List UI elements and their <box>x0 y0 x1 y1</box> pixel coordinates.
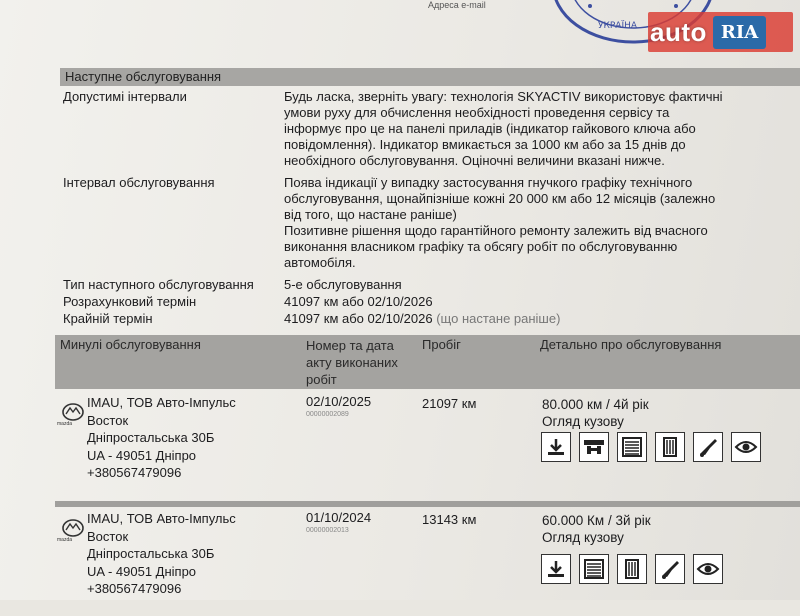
download-icon[interactable] <box>541 554 571 584</box>
dealer-line: Восток <box>87 412 129 428</box>
eye-icon[interactable] <box>693 554 723 584</box>
logo-text: mazda <box>57 421 73 427</box>
final-term-note: (що настане раніше) <box>436 311 561 326</box>
past-service-header <box>55 335 800 389</box>
col-mileage: Пробіг <box>422 337 461 352</box>
interval-line: автомобіля. <box>284 255 356 270</box>
dealer-line: Восток <box>87 528 129 544</box>
calc-term-value: 41097 км або 02/10/2026 <box>284 294 433 309</box>
next-type-label: Тип наступного обслуговування <box>63 277 254 292</box>
allowed-intervals-text <box>284 89 794 169</box>
interval-line: Поява індикації у випадку застосування гнучкого графіку технічного <box>284 175 693 190</box>
dealer-line: Дніпростальська 30Б <box>87 430 215 445</box>
watermark-ria: RIA <box>713 16 766 49</box>
final-term-value <box>284 311 794 327</box>
dealer-info <box>87 510 236 598</box>
oil-can-icon[interactable] <box>693 432 723 462</box>
details-line: Огляд кузову <box>542 414 624 429</box>
dealer-line: Дніпростальська 30Б <box>87 546 215 561</box>
service-icon-row <box>541 554 723 584</box>
service-entry <box>55 510 800 616</box>
act-number: 00000002089 <box>306 411 349 418</box>
stamp-text-bottom: УКРАЇНА <box>598 21 638 31</box>
logo-text: mazda <box>57 537 73 543</box>
dealer-line: UA - 49051 Дніпро <box>87 447 197 463</box>
autoria-watermark <box>650 12 790 52</box>
col-number-line: акту виконаних <box>306 355 398 370</box>
service-date: 02/10/2025 <box>306 394 372 409</box>
dealer-line: IMAU, ТОВ Авто-Імпульс <box>87 511 236 526</box>
interval-line: обслуговування, щонайпізніше кожні 20 000 км або 12 місяців (залежно <box>284 191 716 206</box>
mileage: 13143 км <box>422 512 477 527</box>
mileage: 21097 км <box>422 396 477 411</box>
service-entry <box>55 394 800 500</box>
filter-icon[interactable] <box>617 554 647 584</box>
download-icon[interactable] <box>541 432 571 462</box>
calc-term-label: Розрахунковий термін <box>63 294 197 309</box>
grille-icon[interactable] <box>617 432 647 462</box>
interval-line: від того, що настане раніше) <box>284 207 457 222</box>
details-line: 80.000 км / 4й рік <box>542 397 649 412</box>
oil-can-icon[interactable] <box>655 554 685 584</box>
service-details <box>542 512 651 546</box>
service-details <box>542 396 649 430</box>
dealer-info <box>87 394 236 482</box>
next-type-value: 5-е обслуговування <box>284 277 402 292</box>
col-details: Детально про обслуговування <box>540 337 722 352</box>
allowed-line: Будь ласка, зверніть увагу: технологія SKYACTIV використовує фактичні <box>284 89 723 104</box>
col-number <box>306 337 398 388</box>
dealer-line: UA - 49051 Дніпро <box>87 563 197 579</box>
interval-line: Позитивне рішення щодо гарантійного ремонту залежить від вчасного <box>284 223 708 238</box>
eye-icon[interactable] <box>731 432 761 462</box>
dealer-line: IMAU, ТОВ Авто-Імпульс <box>87 395 236 410</box>
final-term-label: Крайній термін <box>63 311 153 326</box>
act-number: 00000002013 <box>306 527 349 534</box>
next-service-header: Наступне обслуговування <box>60 68 800 86</box>
dealer-line: +380567479096 <box>87 581 182 596</box>
allowed-line: необхідного обслуговування. Оціночні величини вказані нижче. <box>284 153 665 168</box>
details-line: 60.000 Км / 3й рік <box>542 513 651 528</box>
car-lift-icon[interactable] <box>579 432 609 462</box>
grille-icon[interactable] <box>579 554 609 584</box>
service-icon-row <box>541 432 761 462</box>
col-number-line: Номер та дата <box>306 338 394 353</box>
col-past: Минулі обслуговування <box>60 337 201 352</box>
dealer-line: +380567479096 <box>87 465 182 480</box>
service-date: 01/10/2024 <box>306 510 372 525</box>
col-number-line: робіт <box>306 372 337 387</box>
allowed-intervals-label: Допустимі інтервали <box>63 89 187 104</box>
watermark-auto: auto <box>650 16 707 47</box>
row-separator <box>55 501 800 507</box>
allowed-line: повідомлення). Індикатор вмикається за 1000 км або за 15 днів до <box>284 137 686 152</box>
details-line: Огляд кузову <box>542 530 624 545</box>
interval-label: Інтервал обслуговування <box>63 175 215 190</box>
interval-text <box>284 175 794 271</box>
allowed-line: інформує про це на панелі приладів (індикатор гайкового ключа або <box>284 121 696 136</box>
interval-line: виконання власником графіку та обсягу робіт по обслуговуванню <box>284 239 678 254</box>
filter-icon[interactable] <box>655 432 685 462</box>
email-label: Адреса e-mail <box>428 0 486 10</box>
final-term-date: 41097 км або 02/10/2026 <box>284 311 433 326</box>
allowed-line: умови руху для обчислення необхідності проведення сервісу та <box>284 105 670 120</box>
